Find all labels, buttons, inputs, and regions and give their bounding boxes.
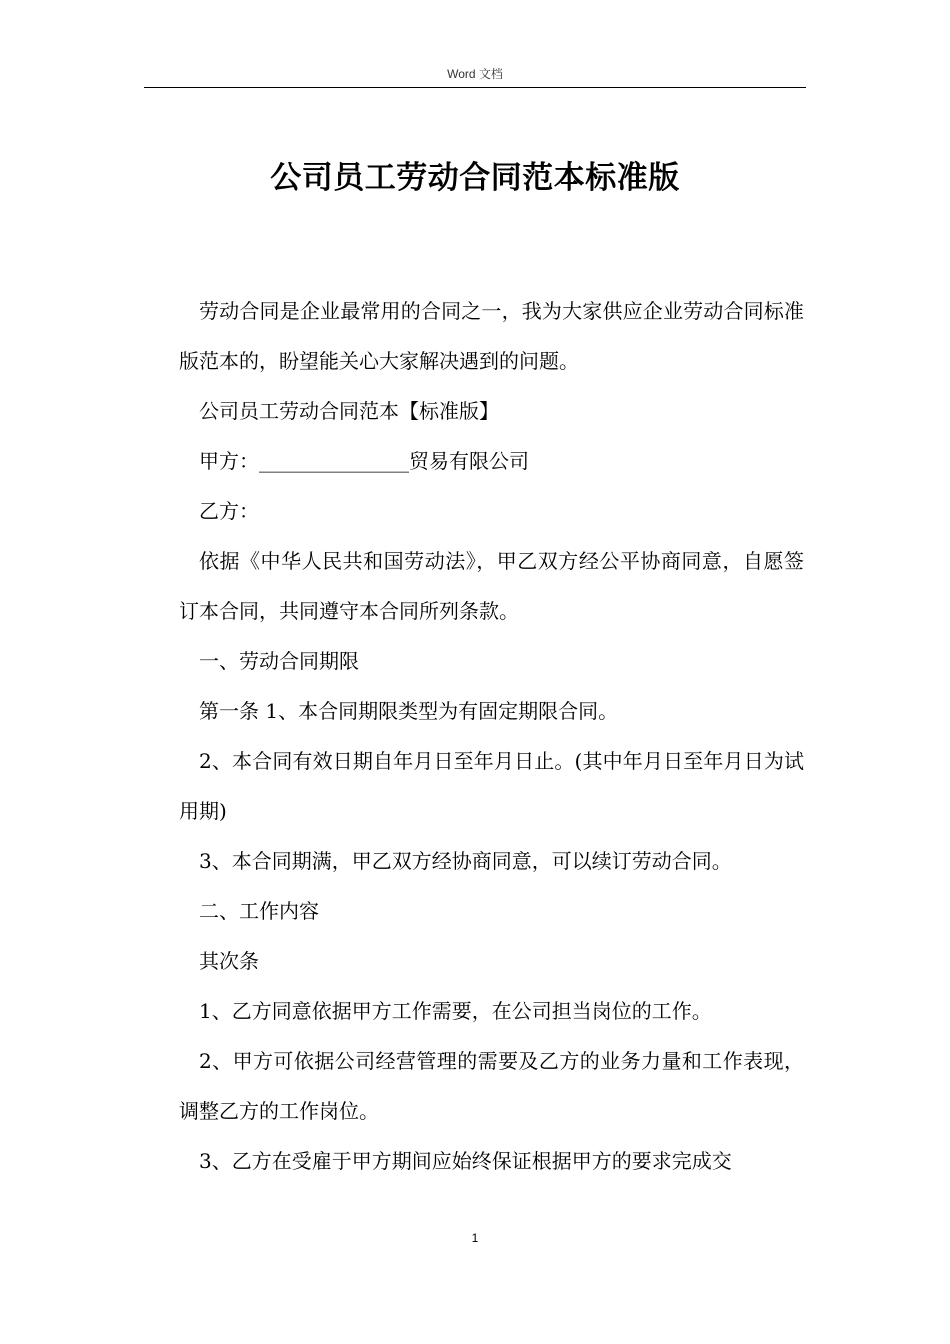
- paragraph-basis: 依据《中华人民共和国劳动法》，甲乙双方经公平协商同意，自愿签订本合同，共同遵守本合同所列条款。: [179, 549, 804, 623]
- header-divider: [144, 87, 806, 88]
- paragraph-work-3: 3、乙方在受雇于甲方期间应始终保证根据甲方的要求完成交: [199, 1149, 732, 1173]
- paragraph-article-2: 其次条: [199, 949, 259, 973]
- paragraph-term-2: 2、本合同有效日期自年月日至年月日止。(其中年月日至年月日为试用期): [179, 749, 804, 823]
- page-number: 1: [471, 1231, 479, 1245]
- section-heading-work: 二、工作内容: [199, 899, 319, 923]
- document-title: 公司员工劳动合同范本标准版: [270, 160, 680, 196]
- document-body: [179, 286, 804, 1186]
- paragraph-term-3: 3、本合同期满，甲乙双方经协商同意，可以续订劳动合同。: [199, 849, 732, 873]
- paragraph-work-2: 2、甲方可依据公司经营管理的需要及乙方的业务力量和工作表现，调整乙方的工作岗位。: [179, 1049, 804, 1123]
- paragraph-article-1: 第一条 1、本合同期限类型为有固定期限合同。: [199, 699, 619, 723]
- paragraph-party-b: 乙方：: [199, 499, 259, 523]
- paragraph-subtitle: 公司员工劳动合同范本【标准版】: [199, 399, 499, 423]
- paragraph-party-a: 甲方：_______________贸易有限公司: [199, 449, 529, 473]
- header-label: Word 文档: [447, 67, 503, 81]
- paragraph-work-1: 1、乙方同意依据甲方工作需要，在公司担当岗位的工作。: [199, 999, 712, 1023]
- paragraph-intro: 劳动合同是企业最常用的合同之一，我为大家供应企业劳动合同标准版范本的，盼望能关心大家解决遇到的问题。: [179, 299, 804, 373]
- section-heading-term: 一、劳动合同期限: [199, 649, 359, 673]
